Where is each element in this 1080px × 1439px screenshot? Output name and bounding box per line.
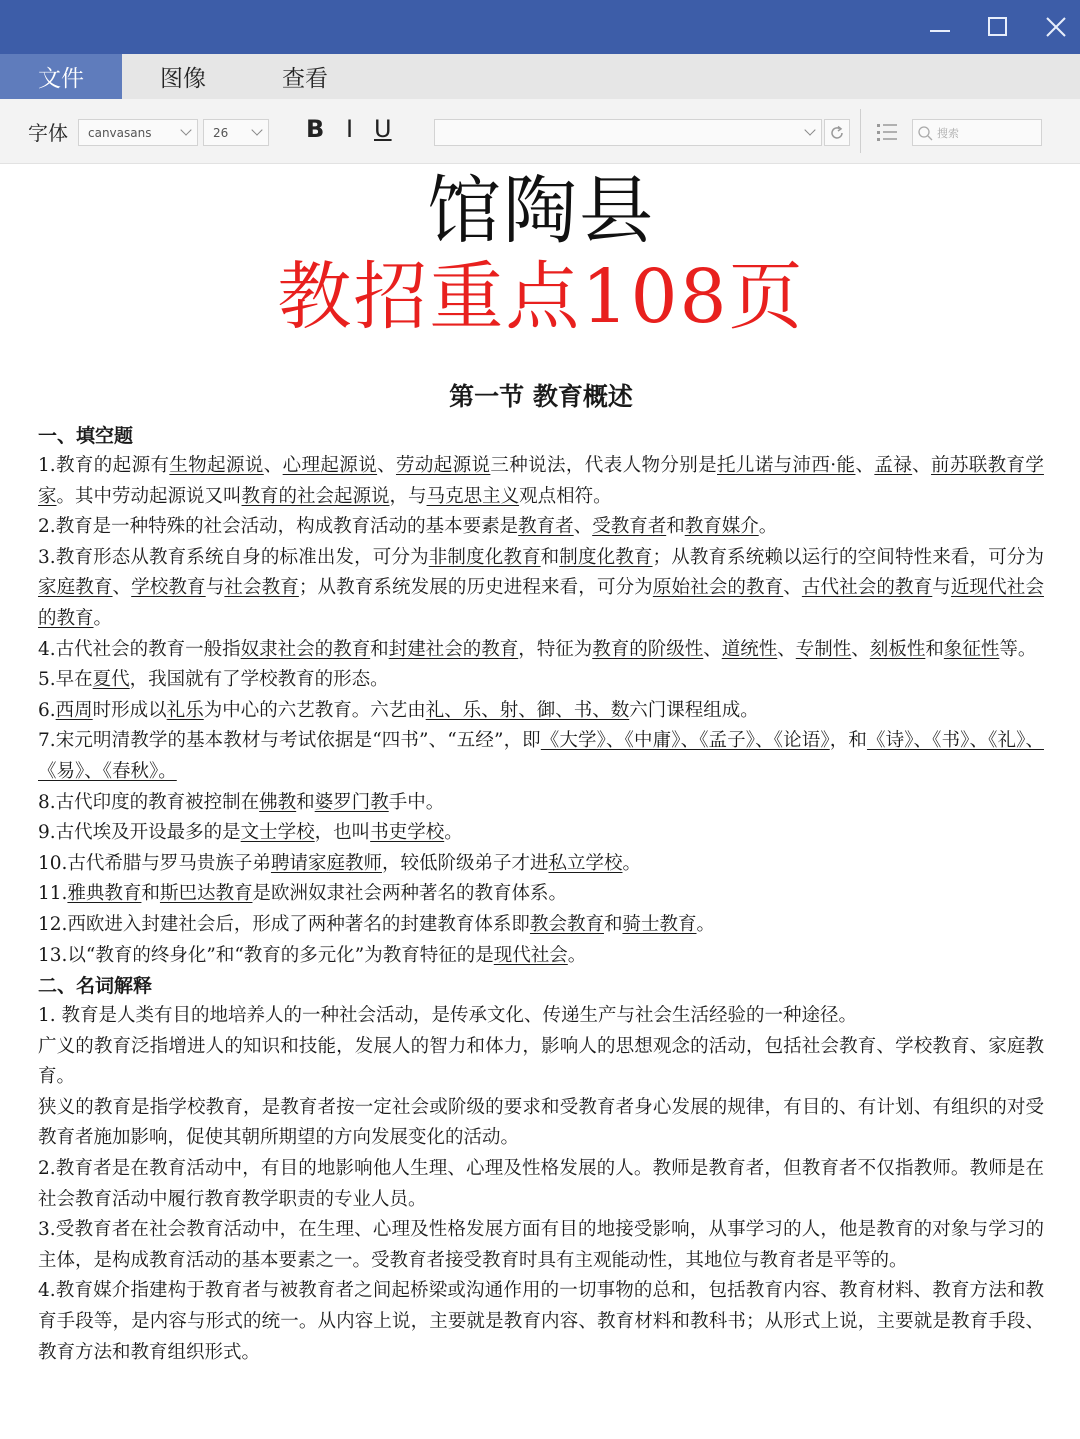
- answer-text: 刻板性: [869, 638, 926, 660]
- question-text: 、: [377, 455, 396, 476]
- definition-list: [38, 1001, 1044, 1368]
- chevron-down-icon: [804, 124, 815, 135]
- definition-item: 1. 教育是人类有目的地培养人的一种社会活动，是传承文化、传递生产与社会生活经验的一种途径。: [38, 1005, 858, 1027]
- answer-text: 现代社会: [493, 944, 568, 966]
- question-text: 等。: [999, 638, 1037, 660]
- fill-blank-item: [38, 512, 1044, 543]
- answer-text: 社会教育: [224, 577, 299, 599]
- question-text: 、: [703, 638, 722, 660]
- document-subtitle: 教招重点108页: [277, 254, 805, 340]
- answer-text: 教育的阶级性: [592, 638, 704, 660]
- answer-text: 佛教: [259, 791, 297, 813]
- question-text: 。: [444, 822, 463, 844]
- question-text: 手中。: [388, 791, 445, 813]
- refresh-icon: [829, 125, 845, 141]
- fill-blank-item: [38, 910, 1044, 941]
- question-text: 和: [603, 913, 623, 935]
- fill-blank-item: [38, 726, 1044, 787]
- answer-text: 私立学校: [548, 852, 623, 874]
- question-text: 、: [851, 638, 870, 660]
- question-text: 4.古代社会的教育一般指: [38, 638, 241, 660]
- close-icon[interactable]: [1028, 0, 1080, 54]
- question-text: ，也叫: [314, 822, 371, 844]
- answer-text: 象征性: [943, 638, 1000, 660]
- question-text: 和: [370, 638, 389, 660]
- answer-text: 道统性: [721, 638, 778, 660]
- answer-text: 心理起源说: [282, 455, 378, 476]
- fill-blank-item: [38, 879, 1044, 910]
- fill-blank-list: [38, 451, 1044, 971]
- refresh-button[interactable]: [824, 119, 850, 146]
- question-text: 六门课程组成。: [629, 699, 759, 721]
- document-title: 馆陶县: [427, 168, 655, 254]
- answer-text: 聘请家庭教师: [270, 852, 382, 874]
- font-name-value: canvasans: [88, 125, 152, 140]
- answer-text: 近现代社会的教育: [38, 577, 1044, 629]
- font-size-select[interactable]: [203, 119, 269, 146]
- answer-text: 非制度化教育: [428, 546, 541, 568]
- question-text: ，与: [389, 485, 427, 507]
- question-text: ；从教育系统赖以运行的空间特性来看，可分为: [652, 546, 1044, 568]
- answer-text: 《大学》、《中庸》、《孟子》、《论语》: [540, 730, 830, 752]
- fill-blank-item: [38, 941, 1044, 972]
- question-text: 、: [777, 638, 796, 660]
- answer-text: 劳动起源说: [395, 455, 491, 476]
- question-text: 。: [93, 607, 113, 629]
- answer-text: 封建社会的教育: [388, 638, 519, 660]
- definition-item: 3.受教育者在社会教育活动中，在生理、心理及性格发展方面有目的地接受影响，从事学习的人，他是教育的对象与学习的主体，是构成教育活动的基本要素之一。受教育者接受教育时具有主观能动性，其地位与教育者是平等的。: [38, 1219, 1044, 1271]
- definition-item: 广义的教育泛指增进人的知识和技能，发展人的智力和体力，影响人的思想观念的活动，包括社会教育、学校教育、家庭教育。: [38, 1035, 1044, 1088]
- menu-tab-file[interactable]: 文件: [0, 54, 122, 99]
- answer-text: 专制性: [795, 638, 852, 660]
- answer-text: 礼乐: [166, 699, 204, 721]
- menu-bar: [0, 54, 1080, 99]
- question-text: 和: [296, 791, 315, 813]
- question-text: 与: [205, 577, 225, 599]
- font-label: 字体: [28, 121, 68, 145]
- chevron-down-icon: [251, 124, 262, 135]
- chevron-down-icon: [180, 124, 191, 135]
- document-body: [0, 169, 1080, 1368]
- menu-tab-view[interactable]: 查看: [282, 66, 328, 92]
- search-icon: [917, 125, 933, 141]
- fill-blank-item: [38, 451, 1044, 512]
- question-text: 1.教育的起源有: [38, 455, 170, 476]
- section-heading-definitions: 二、名词解释: [38, 975, 153, 998]
- definition-item: 4.教育媒介指建构于教育者与被教育者之间起桥梁或沟通作用的一切事物的总和，包括教育内容、教育材料、教育方法和教育手段等，是内容与形式的统一。从内容上说，主要就是教育内容、教育材料和教科书；从形式上说，主要就是教育手段、教育方法和教育组织形式。: [38, 1280, 1044, 1363]
- answer-text: 《诗》、《书》、《礼》、《易》、《春秋》。: [38, 730, 1044, 782]
- answer-text: 孟禄: [874, 455, 913, 476]
- question-text: 6.: [38, 699, 56, 721]
- search-placeholder: 搜索: [937, 126, 959, 140]
- answer-text: 受教育者: [592, 516, 667, 538]
- title-bar: [0, 0, 1080, 54]
- maximize-icon[interactable]: [970, 0, 1026, 54]
- question-text: 观点相符。: [519, 485, 612, 507]
- question-text: 、: [783, 577, 802, 599]
- answer-text: 家庭教育: [38, 577, 113, 599]
- fill-blank-item: [38, 696, 1044, 727]
- bold-button[interactable]: B: [306, 115, 325, 143]
- answer-text: 教会教育: [529, 913, 604, 935]
- answer-text: 教育媒介: [684, 516, 759, 538]
- style-select[interactable]: [434, 119, 822, 146]
- question-text: 、: [112, 577, 132, 599]
- answer-text: 书吏学校: [370, 822, 445, 844]
- question-text: 、: [912, 455, 932, 476]
- answer-text: 斯巴达教育: [159, 883, 253, 905]
- question-text: 11.: [38, 883, 68, 905]
- fill-blank-item: [38, 818, 1044, 849]
- answer-text: 西周: [55, 699, 93, 721]
- question-text: 。: [622, 852, 641, 874]
- definition-item: 2.教育者是在教育活动中，有目的地影响他人生理、心理及性格发展的人。教师是教育者，但教育者不仅指教师。教师是在社会教育活动中履行教育教学职责的专业人员。: [38, 1158, 1044, 1210]
- question-text: 三种说法，代表人物分别是: [490, 455, 717, 476]
- question-text: 2.教育是一种特殊的社会活动，构成教育活动的基本要素是: [38, 516, 519, 538]
- answer-text: 雅典教育: [67, 883, 142, 905]
- question-text: 是欧洲奴隶社会两种著名的教育体系。: [252, 883, 567, 905]
- question-text: 10.古代希腊与罗马贵族子弟: [38, 852, 271, 874]
- answer-text: 学校教育: [131, 577, 206, 599]
- underline-button[interactable]: U: [374, 115, 392, 143]
- question-text: 。: [696, 913, 715, 935]
- question-text: ，和: [829, 730, 867, 752]
- fill-blank-item: [38, 543, 1044, 635]
- question-text: ，较低阶级弟子才进: [381, 852, 549, 874]
- question-text: 8.古代印度的教育被控制在: [38, 791, 260, 813]
- question-text: 3.教育形态从教育系统自身的标准出发，可分为: [38, 546, 429, 568]
- question-text: 与: [932, 577, 951, 599]
- answer-text: 夏代: [92, 669, 130, 691]
- question-text: 、: [573, 516, 593, 538]
- list-icon[interactable]: [876, 121, 898, 147]
- question-text: 7.宋元明清教学的基本教材与考试依据是“四书”、“五经”，即: [38, 730, 541, 752]
- toolbar-divider: [860, 109, 861, 153]
- question-text: 。: [758, 516, 778, 538]
- definition-item: 狭义的教育是指学校教育，是教育者按一定社会或阶级的要求和受教育者身心发展的规律，有目的、有计划、有组织的对受教育者施加影响，促使其朝所期望的方向发展变化的活动。: [38, 1096, 1044, 1149]
- section-title: 第一节 教育概述: [449, 382, 633, 411]
- answer-text: 骑士教育: [622, 913, 697, 935]
- question-text: 和: [925, 638, 944, 660]
- fill-blank-item: [38, 635, 1044, 666]
- answer-text: 制度化教育: [559, 546, 653, 568]
- answer-text: 教育者: [518, 516, 574, 538]
- question-text: ；从教育系统发展的历史进程来看，可分为: [298, 577, 653, 599]
- question-text: 和: [540, 546, 560, 568]
- question-text: 。其中劳动起源说又叫: [56, 485, 242, 507]
- answer-text: 前苏联教育学家: [38, 455, 1044, 507]
- question-text: 。: [567, 944, 587, 966]
- minimize-icon[interactable]: [912, 0, 968, 54]
- menu-tab-image[interactable]: 图像: [160, 66, 206, 92]
- answer-text: 婆罗门教: [314, 791, 389, 813]
- question-text: ，我国就有了学校教育的形态。: [129, 669, 389, 691]
- answer-text: 文士学校: [240, 822, 315, 844]
- question-text: 和: [141, 883, 160, 905]
- answer-text: 原始社会的教育: [652, 577, 784, 599]
- answer-text: 古代社会的教育: [801, 577, 933, 599]
- question-text: 12.西欧进入封建社会后，形成了两种著名的封建教育体系即: [38, 913, 530, 935]
- question-text: 9.古代埃及开设最多的是: [38, 822, 241, 844]
- italic-button[interactable]: I: [346, 115, 354, 143]
- toolbar: [0, 99, 1080, 164]
- fill-blank-item: [38, 788, 1044, 819]
- font-size-value: 26: [213, 125, 229, 140]
- answer-text: 马克思主义: [426, 485, 520, 507]
- search-box[interactable]: [912, 119, 1042, 146]
- question-text: 、: [263, 455, 283, 476]
- answer-text: 托儿诺与沛西·能: [717, 455, 856, 476]
- section-heading-fill-blank: 一、填空题: [38, 425, 134, 447]
- answer-text: 礼、乐、射、御、书、数: [425, 699, 630, 721]
- question-text: 和: [666, 516, 685, 538]
- fill-blank-item: [38, 849, 1044, 880]
- question-text: 为中心的六艺教育。六艺由: [203, 699, 426, 721]
- question-text: ，特征为: [518, 638, 593, 660]
- fill-blank-item: [38, 665, 1044, 696]
- answer-text: 教育的社会起源说: [241, 485, 390, 507]
- question-text: 13.以“教育的终身化”和“教育的多元化”为教育特征的是: [38, 944, 494, 966]
- question-text: 5.早在: [38, 669, 93, 691]
- answer-text: 奴隶社会的教育: [240, 638, 371, 660]
- answer-text: 生物起源说: [169, 455, 264, 476]
- font-name-select[interactable]: [78, 119, 198, 146]
- question-text: 时形成以: [92, 699, 167, 721]
- question-text: 、: [855, 455, 875, 476]
